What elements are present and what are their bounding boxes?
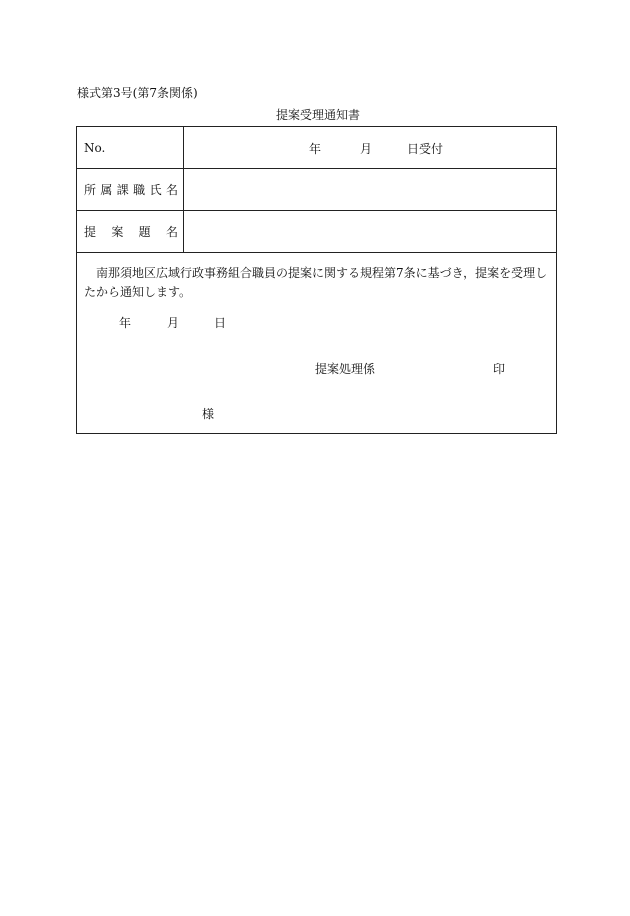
table-row-proposal-title xyxy=(77,211,556,253)
proposal-title-value xyxy=(184,211,556,252)
receipt-date-cell xyxy=(184,127,556,168)
affiliation-value xyxy=(184,169,556,210)
table-row-affiliation xyxy=(77,169,556,211)
affiliation-label-char: 所 xyxy=(84,183,97,197)
seal-mark: 印 xyxy=(493,362,506,376)
affiliation-label-char: 職 xyxy=(133,183,146,197)
recipient-honorific: 様 xyxy=(202,407,215,421)
affiliation-label xyxy=(77,169,184,210)
affiliation-label-char: 名 xyxy=(165,183,178,197)
proposal-title-label-char: 案 xyxy=(111,225,124,239)
document-title: 提案受理通知書 xyxy=(275,108,360,122)
table-row-number xyxy=(77,127,556,169)
form-number: 様式第3号(第7条関係) xyxy=(77,86,198,100)
notice-day-label: 日 xyxy=(214,316,227,330)
affiliation-label-char: 氏 xyxy=(149,183,162,197)
proposal-title-label-char: 名 xyxy=(165,225,178,239)
proposal-title-label xyxy=(77,211,184,252)
notice-year-label: 年 xyxy=(119,316,132,330)
receipt-year-label: 年 xyxy=(309,142,322,156)
receipt-month-label: 月 xyxy=(360,142,373,156)
number-label: No. xyxy=(77,127,184,168)
receipt-day-label: 日受付 xyxy=(407,142,444,156)
notice-body xyxy=(77,253,556,433)
proposal-handler-label: 提案処理係 xyxy=(315,362,376,376)
notification-form-table xyxy=(76,126,557,434)
notice-month-label: 月 xyxy=(167,316,180,330)
notice-text: 南那須地区広域行政事務組合職員の提案に関する規程第7条に基づき，提案を受理したから通知します。 xyxy=(84,266,548,299)
affiliation-label-char: 属 xyxy=(100,183,113,197)
proposal-title-label-char: 題 xyxy=(138,225,151,239)
affiliation-label-char: 課 xyxy=(116,183,129,197)
proposal-title-label-char: 提 xyxy=(84,225,97,239)
